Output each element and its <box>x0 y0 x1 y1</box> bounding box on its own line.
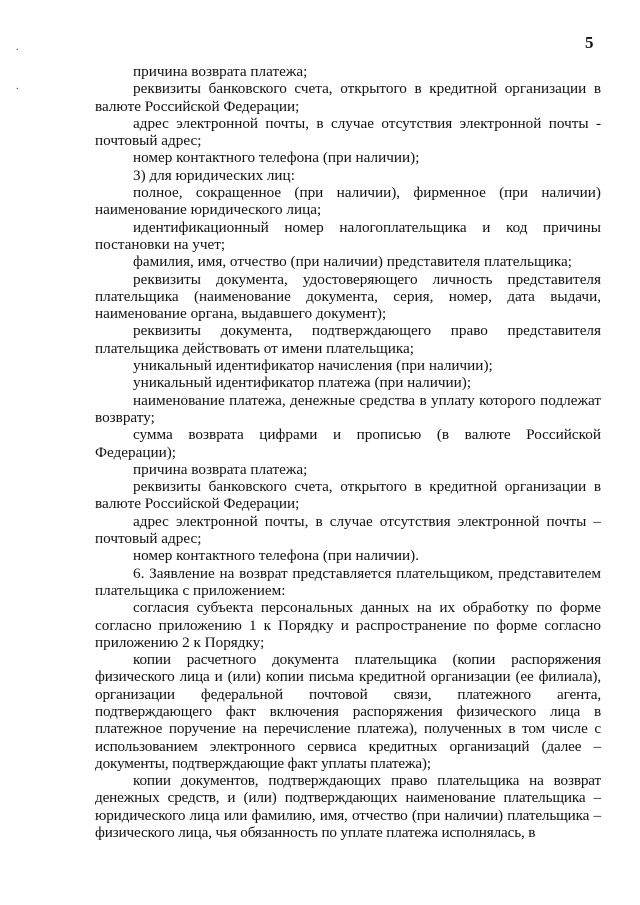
margin-mark: . <box>16 81 19 92</box>
document-body <box>95 63 601 841</box>
paragraph: наименование платежа, денежные средства в уплату которого подлежат возврату; <box>95 391 601 426</box>
paragraph: номер контактного телефона (при наличии). <box>133 547 419 565</box>
paragraph: адрес электронной почты, в случае отсутствия электронной почты – почтовый адрес; <box>95 512 601 548</box>
paragraph: адрес электронной почты, в случае отсутствия электронной почты - почтовый адрес; <box>95 114 601 150</box>
paragraph: номер контактного телефона (при наличии); <box>133 149 420 167</box>
paragraph: согласия субъекта персональных данных на их обработку по форме согласно приложению 1 к Порядку и распространение по форме согласно приложению 2 к Порядку; <box>95 599 601 651</box>
paragraph: реквизиты документа, удостоверяющего личность представителя плательщика (наименование документа, серия, номер, дата выдачи, наименование органа, выдавшего документ); <box>95 270 601 323</box>
paragraph: реквизиты банковского счета, открытого в кредитной организации в валюте Российской Федерации; <box>95 478 601 513</box>
paragraph: реквизиты документа, подтверждающего право представителя плательщика действовать от имени плательщика; <box>95 322 601 357</box>
paragraph: копии документов, подтверждающих право плательщика на возврат денежных средств, и (или) подтверждающих наименование плательщика – юридического лица или фамилию, имя, отчество (при наличии) плательщика – физического лица, чья обязанность по уплате платежа исполнялась, в <box>95 772 601 842</box>
paragraph: реквизиты банковского счета, открытого в кредитной организации в валюте Российской Федерации; <box>95 80 601 115</box>
paragraph: копии расчетного документа плательщика (копии распоряжения физического лица и (или) копии письма кредитной организации (ее филиала), организации федеральной почтовой связи, платежного агента, подтверждающего факт включения распоряжения физического лица в платежное поручение на перечисление платежа), полученных в том числе с использованием электронного сервиса кредитных организаций (далее – документы, подтверждающие факт уплаты платежа); <box>95 651 601 772</box>
margin-mark: . <box>16 42 19 53</box>
paragraph: 6. Заявление на возврат представляется плательщиком, представителем плательщика с приложением: <box>95 564 601 599</box>
paragraph: уникальный идентификатор платежа (при наличии); <box>133 374 472 392</box>
paragraph: уникальный идентификатор начисления (при наличии); <box>133 357 493 375</box>
paragraph: полное, сокращенное (при наличии), фирменное (при наличии) наименование юридического лица; <box>95 184 601 219</box>
paragraph: сумма возврата цифрами и прописью (в валюте Российской Федерации); <box>95 426 601 461</box>
paragraph: фамилия, имя, отчество (при наличии) представителя плательщика; <box>133 253 572 271</box>
page-number: 5 <box>585 33 594 52</box>
paragraph: причина возврата платежа; <box>133 460 308 478</box>
paragraph: идентификационный номер налогоплательщика и код причины постановки на учет; <box>95 218 601 253</box>
paragraph: причина возврата платежа; <box>133 63 308 80</box>
paragraph: 3) для юридических лиц: <box>133 166 295 184</box>
